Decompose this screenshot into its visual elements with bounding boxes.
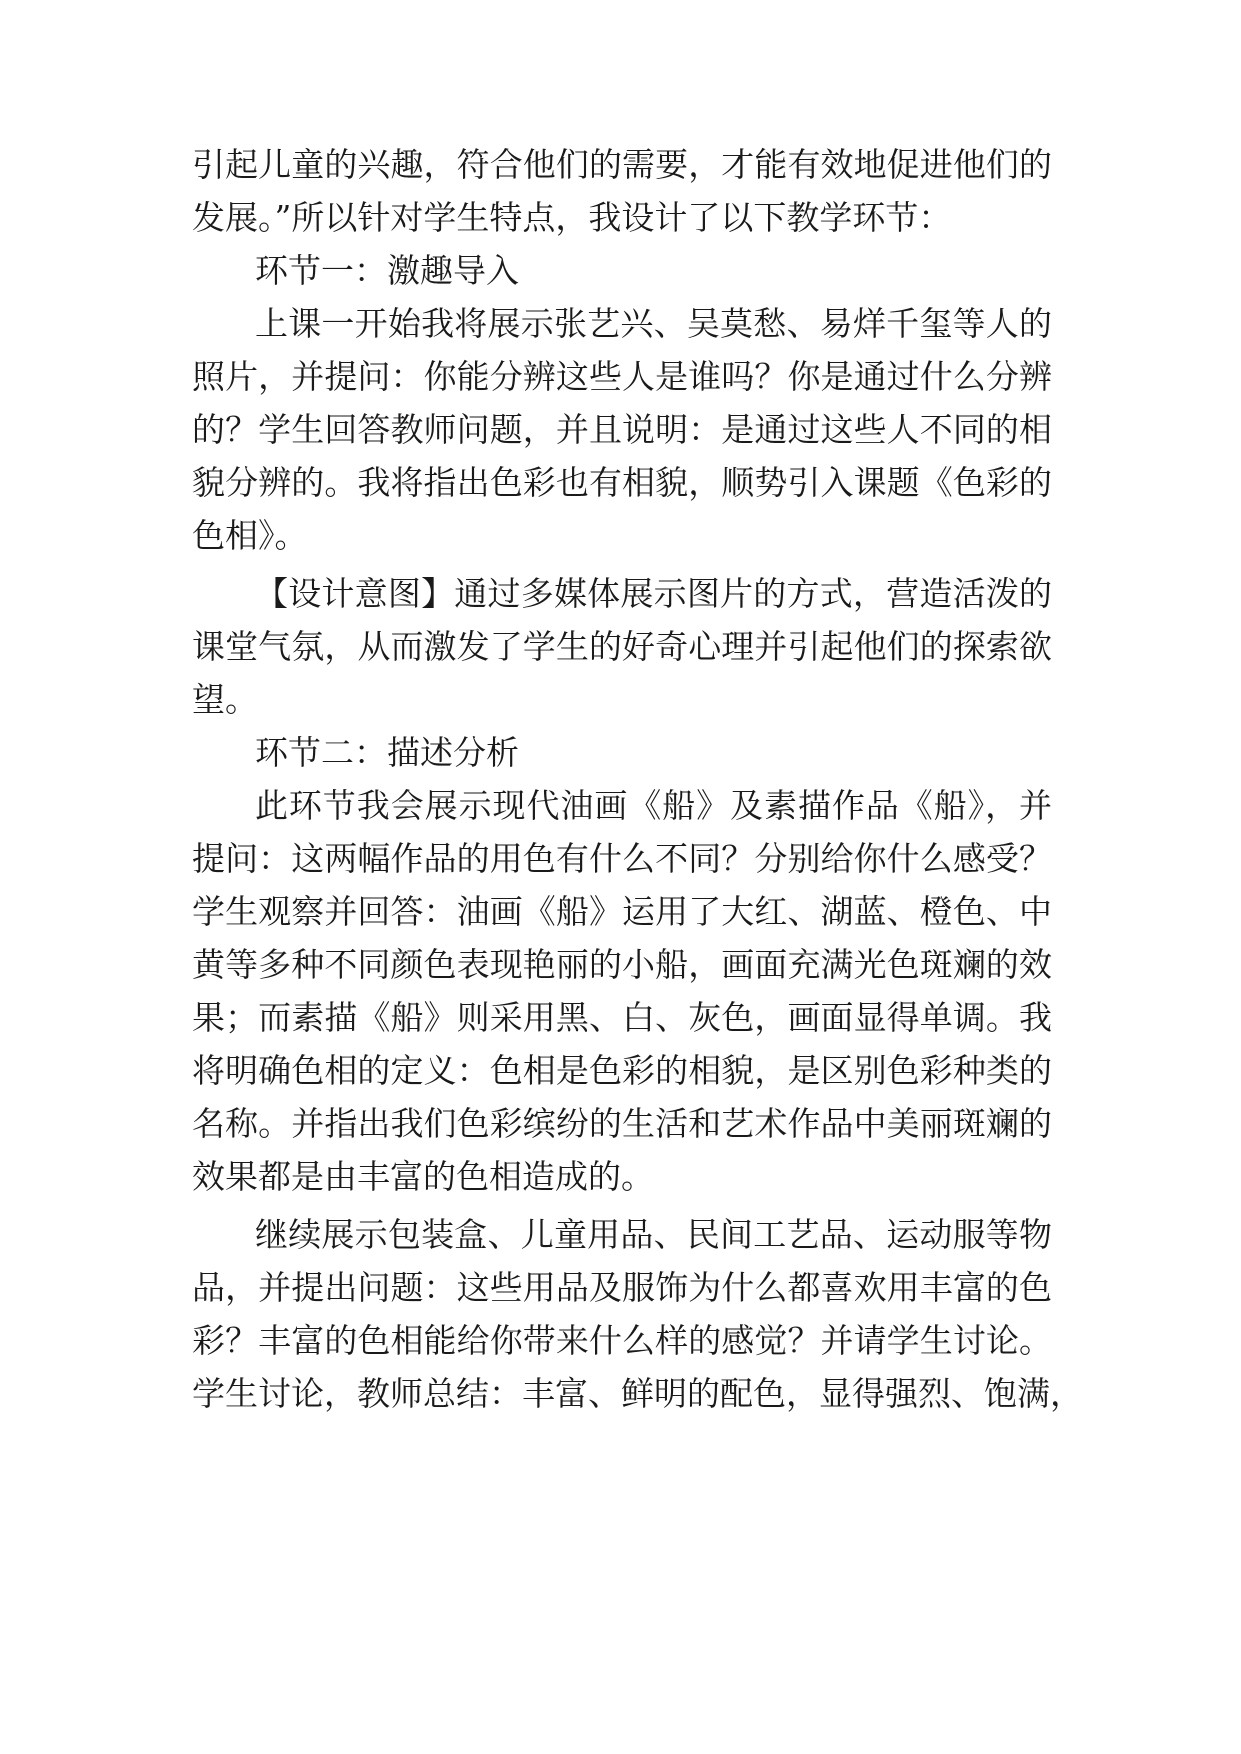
text-line: 的？学生回答教师问题，并且说明：是通过这些人不同的相 <box>192 410 1052 449</box>
text-line: 果；而素描《船》则采用黑、白、灰色，画面显得单调。我 <box>192 998 1052 1037</box>
text-line: 发展。”所以针对学生特点，我设计了以下教学环节： <box>192 198 952 237</box>
text-line: 黄等多种不同颜色表现艳丽的小船，画面充满光色斑斓的效 <box>192 945 1052 984</box>
section-heading: 环节一：激趣导入 <box>255 251 519 290</box>
text-line: 课堂气氛，从而激发了学生的好奇心理并引起他们的探索欲 <box>192 627 1052 666</box>
text-line: 将明确色相的定义：色相是色彩的相貌，是区别色彩种类的 <box>192 1051 1052 1090</box>
text-line: 貌分辨的。我将指出色彩也有相貌，顺势引入课题《色彩的 <box>192 463 1052 502</box>
text-line: 此环节我会展示现代油画《船》及素描作品《船》，并 <box>255 786 1052 825</box>
section-heading: 环节二：描述分析 <box>255 733 519 772</box>
text-line: 品，并提出问题：这些用品及服饰为什么都喜欢用丰富的色 <box>192 1268 1052 1307</box>
text-line: 引起儿童的兴趣，符合他们的需要，才能有效地促进他们的 <box>192 145 1052 184</box>
text-line: 效果都是由丰富的色相造成的。 <box>192 1157 654 1196</box>
text-line: 上课一开始我将展示张艺兴、吴莫愁、易烊千玺等人的 <box>255 304 1052 343</box>
text-line: 彩？丰富的色相能给你带来什么样的感觉？并请学生讨论。 <box>192 1321 1052 1360</box>
text-line: 【设计意图】通过多媒体展示图片的方式，营造活泼的 <box>255 574 1052 613</box>
text-line: 学生讨论，教师总结：丰富、鲜明的配色，显得强烈、饱满， <box>192 1374 1083 1413</box>
text-line: 学生观察并回答：油画《船》运用了大红、湖蓝、橙色、中 <box>192 892 1052 931</box>
text-line: 名称。并指出我们色彩缤纷的生活和艺术作品中美丽斑斓的 <box>192 1104 1052 1143</box>
text-line: 望。 <box>192 680 258 719</box>
text-line: 提问：这两幅作品的用色有什么不同？分别给你什么感受？ <box>192 839 1052 878</box>
text-line: 色相》。 <box>192 516 308 555</box>
text-line: 继续展示包装盒、儿童用品、民间工艺品、运动服等物 <box>255 1215 1052 1254</box>
text-line: 照片，并提问：你能分辨这些人是谁吗？你是通过什么分辨 <box>192 357 1052 396</box>
